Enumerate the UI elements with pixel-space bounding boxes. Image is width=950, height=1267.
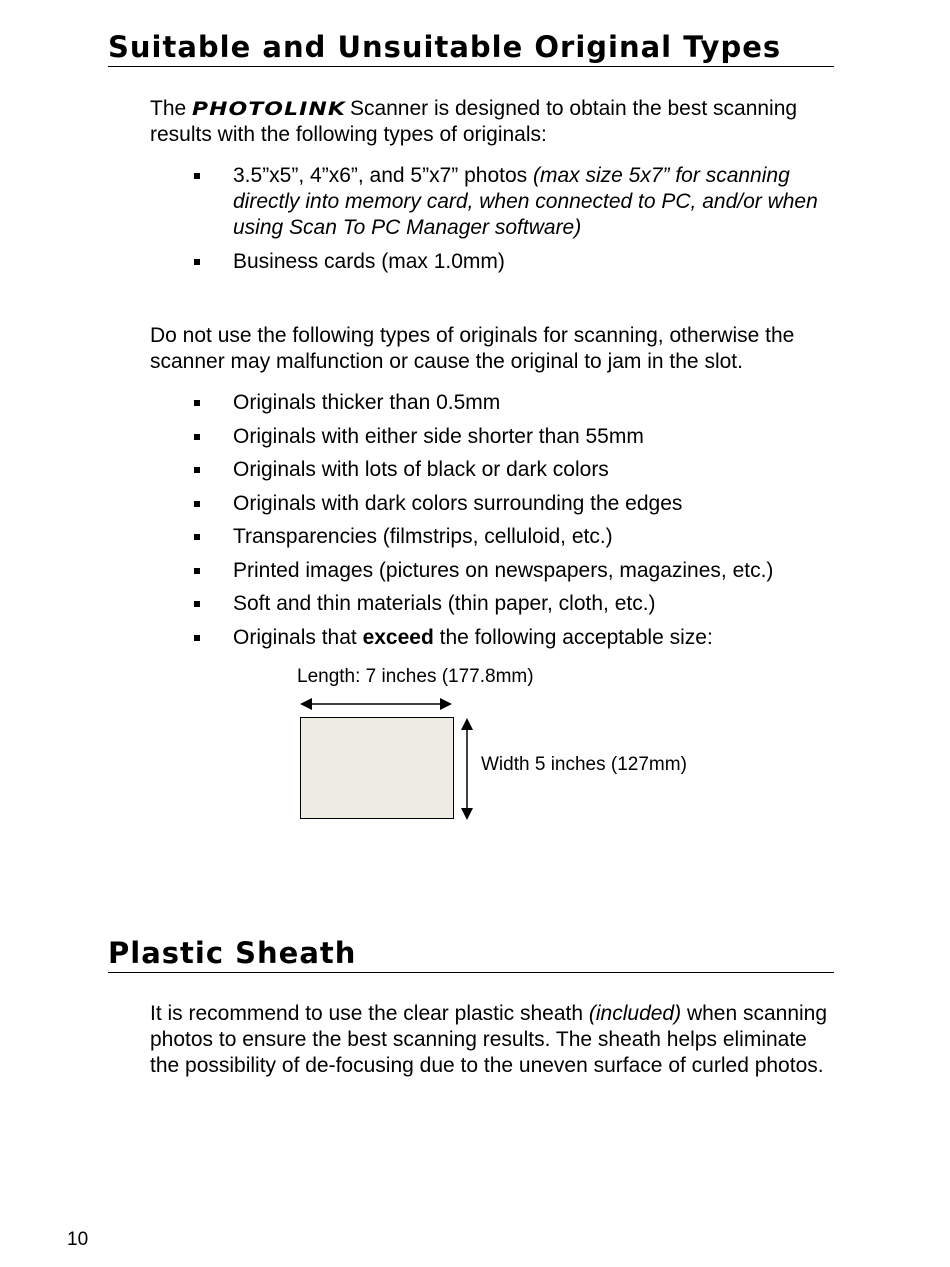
length-arrow-icon <box>300 698 452 710</box>
exceed-pre: Originals that <box>233 625 363 649</box>
list-item: Originals with lots of black or dark colors <box>150 457 850 483</box>
intro-pre-text: The <box>150 97 187 120</box>
list-item: Soft and thin materials (thin paper, cloth, etc.) <box>150 591 850 617</box>
item-text: 3.5”x5”, 4”x6”, and 5”x7” photos <box>233 164 533 187</box>
list-item <box>150 249 850 275</box>
width-label: Width 5 inches (127mm) <box>481 754 687 775</box>
intro-paragraph <box>150 96 850 148</box>
sheath-text-post: when scanning photos to ensure the best scanning results. The sheath helps eliminate the possibility of de-focusing due to the uneven surface of curled photos. <box>150 1002 828 1077</box>
item-note: (max size 5x7” for scanning directly into memory card, when connected to PC, and/or when using Scan To PC Manager software) <box>233 164 818 239</box>
length-label: Length: 7 inches (177.8mm) <box>297 666 534 687</box>
size-rectangle <box>300 717 454 819</box>
section-heading-plastic-sheath: Plastic Sheath <box>108 936 834 973</box>
list-item <box>150 163 850 241</box>
list-item: Transparencies (filmstrips, celluloid, etc.) <box>150 524 850 550</box>
list-item: Printed images (pictures on newspapers, magazines, etc.) <box>150 558 850 584</box>
photolink-logo: PHOTOLINK <box>192 98 347 120</box>
section-heading-original-types: Suitable and Unsuitable Original Types <box>108 30 834 67</box>
list-item: Originals with dark colors surrounding the edges <box>150 491 850 517</box>
exceed-post: the following acceptable size: <box>433 625 713 649</box>
width-arrow-icon <box>458 717 478 821</box>
sheath-text-pre: It is recommend to use the clear plastic sheath <box>150 1002 589 1025</box>
list-item <box>150 625 850 651</box>
suitable-list <box>150 163 850 282</box>
list-item: Originals thicker than 0.5mm <box>150 390 850 416</box>
sheath-text-italic: (included) <box>588 1002 682 1025</box>
sheath-paragraph <box>150 1001 830 1079</box>
exceed-bold: exceed <box>362 625 434 649</box>
page-number: 10 <box>67 1229 89 1250</box>
intro-post-text: Scanner is designed to obtain the best scanning results with the following types of originals: <box>150 97 798 146</box>
item-text: Business cards (max 1.0mm) <box>233 249 505 273</box>
list-item: Originals with either side shorter than 55mm <box>150 424 850 450</box>
warning-paragraph: Do not use the following types of originals for scanning, otherwise the scanner may malfunction or cause the original to jam in the slot. <box>150 324 795 373</box>
unsuitable-list <box>150 390 850 658</box>
